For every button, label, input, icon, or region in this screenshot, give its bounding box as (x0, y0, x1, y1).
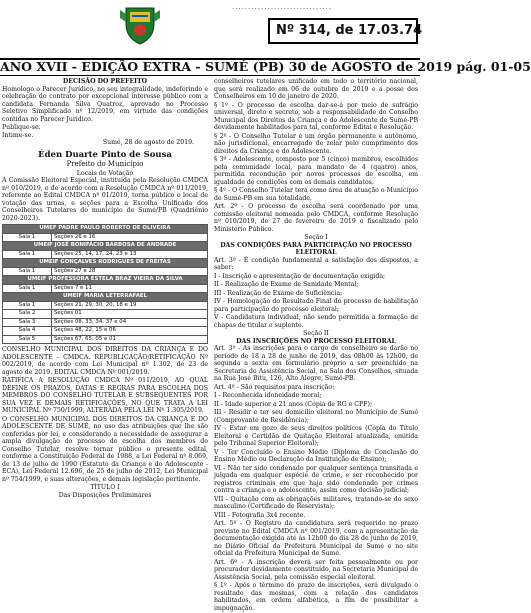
room-row (3, 233, 208, 242)
list-item: I - Inscrição e apresentação de documentação exigida; (214, 272, 386, 280)
list-item: VI - Não ter sido condenado por qualquer sentença transitada e julgada em qualquer espécie de crime, e ser reconhecido por registros criminais em que haja sido condenado por crimes contra a criança e o adolescente, assim como decisão judicial; (214, 464, 418, 494)
requirements-list (214, 273, 418, 330)
sections-label: Seções 25, 14, 17, 24, 23 e 13 (52, 250, 208, 259)
school-header-row (3, 276, 208, 285)
room-row (3, 310, 208, 319)
sections-label: Seções 01 (52, 310, 208, 319)
signer-role: Prefeito do Município (66, 159, 144, 168)
right-p1: conselheiros tutelares unificado em todo o território nacional, que será realizado em 06 de outubro de 2019 e a posse dos Conselheiros em 10 de janeiro de 2020. (214, 78, 418, 100)
right-p9: Art. 4º - São requisitos para inscrição: (214, 383, 335, 391)
edition-number-box: Nº 314, de 17.03.74 (268, 18, 418, 44)
room-row (3, 284, 208, 293)
edital-text: RATIFICA A RESOLUÇÃO CMDCA Nº 011/2019, AO QUAL DEFINE OS PRAZOS, DATAS E REGRAS PARA ESCOLHA DOS MEMBROS DO CONSELHO TUTELAR E SUBSEQUENTES POR SUA VEZ E DEMAIS RETIFICAÇÕES, NO QUE TRATA A LEI MUNICIPAL Nº 750/1999, ALTERADA PELA LEI Nº 1.305/2019. (2, 377, 208, 414)
intimate-line: Intime-se. (2, 131, 34, 139)
body-text: O CONSELHO MUNICIPAL DOS DIREITOS DA CRIANÇA E DO ADOLESCENTE DE SUMÉ, no uso das atribuições que lhe são conferidas por lei, e considerando a necessidade de assegurar a ampla divulgação do processo de escolha dos membros do Conselho Tutelar, resolve tornar público o presente edital, conforme a Constituição Federal de 1988, a Lei Federal nº 8.069, de 13 de julho de 1990 (Estatuto da Criança e do Adolescente - ECA), Lei Federal 12.696, de 25 de julho de 2012, Lei Municipal nº 754/1999, e suas alterações, e demais legislação pertinente. (2, 415, 208, 483)
room-label: Sala 5 (3, 335, 52, 344)
list-item: III - Realização de Exame de Suficiência; (214, 289, 343, 297)
room-label: Sala 1 (3, 233, 52, 242)
places-text: A Comissão Eleitoral Especial, instituída pela Resolução CMDCA nº 010/2019, e de acordo com a Resolução CMDCA nº 011/2019, referente ao Edital CMDCA nº 01/2019, torna público o local de votação das urnas, e seções para a Escolha Unificada dos Conselheiros Tutelares do município de Sumé/PB (Quadriênio 2020-2023). (2, 177, 208, 222)
right-column (214, 78, 418, 613)
signer-name: Éden Duarte Pinto de Sousa (38, 149, 172, 160)
room-label: Sala 2 (3, 310, 52, 319)
right-p12: § 1º - Após o término do prazo de inscrições, será divulgado o resultado das mesmas, com a relação dos candidatos habilitados, em ordem alfabética, a fim de possibilitar a impugnação. (214, 582, 418, 612)
list-item: IV - Homologação do Resultado Final do processo de habilitação para participação do processo eleitoral; (214, 298, 418, 313)
coat-of-arms-icon (118, 2, 162, 46)
right-p10: Art. 5º - O Registro da candidatura será requerido no prazo previsto no Edital CMDCA nº 001/2019, com a apresentação da documentação exigida até às 12h00 do dia 28 de junho de 2019, no Diário Oficial da Prefeitura Municipal de Sumé e no site oficial da Prefeitura Municipal de Sumé. (214, 520, 418, 557)
room-row (3, 267, 208, 276)
right-p5: § 4º - O Conselho Tutelar terá como área de atuação o Município de Sumé-PB em sua totalidade. (214, 187, 418, 202)
header-decorative-text: ······························· (232, 5, 332, 13)
sections-label: Seções 48, 22, 15 e 06 (52, 327, 208, 336)
decision-title: DECISÃO DO PREFEITO (62, 78, 148, 85)
list-item: II - Realização de Exame de Sanidade Mental; (214, 281, 359, 288)
school-name: UMEIF GONÇALVES RODRIGUES DE FREITAS (3, 259, 208, 268)
list-item: I - Reconhecida idoneidade moral; (214, 392, 322, 399)
sections-label: Seções 08, 33, 34, 37 e 04 (52, 318, 208, 327)
title-one: TÍTULO I (90, 484, 120, 491)
right-p11: Art. 6º - A inscrição deverá ser feita pessoalmente ou por procurador devidamente constituído, na Secretaria Municipal de Assistência Social, pela comissão especial eleitoral. (214, 558, 418, 581)
right-p6: Art. 2º - O processo de escolha será coordenado por uma comissão eleitoral nomeada pelo CMDCA, conforme Resolução nº 010/2019, de 27 de fevereiro de 2019 e fiscalizado pelo Ministério Público. (214, 203, 418, 233)
decision-text: Homologo o Parecer Jurídico, no seu integralidade, indeferindo e celebração do contrato por excepcional interesse público com a candidata Fernanda Silva Quatroz, aprovado no Processo Seletivo Simplificado nº 12/2019, em virtude das condições contidas no Parecer Jurídico. (2, 85, 208, 123)
section-one-sub: DAS CONDIÇÕES PARA PARTICIPAÇÃO NO PROCESSO ELEITORAL (220, 241, 412, 256)
school-header-row (3, 259, 208, 268)
room-row (3, 250, 208, 259)
list-item: V - Ter Concluído o Ensino Médio (Diploma de Conclusão do Ensino Médio ou Declaração da Instituição de Ensino); (214, 448, 418, 463)
sections-label: Seções 21, 29, 30, 20, 18 e 19 (52, 301, 208, 310)
school-name: UMEF PADRE PAULO ROBERTO DE OLIVEIRA (3, 225, 208, 234)
sections-label: Seções 7 e 11 (52, 284, 208, 293)
list-item: VIII - Fotografia 3x4 recente. (214, 511, 306, 519)
masthead: ANO XVII - EDIÇÃO EXTRA - SUMÉ (PB) 30 de AGOSTO de 2019 pág. 01-05 (0, 59, 531, 74)
section-two-sub: DAS INSCRIÇÕES NO PROCESSO ELEITORAL (236, 337, 396, 345)
list-item: III - Residir e ter seu domicílio eleitoral no Município de Sumé (Comprovante de Residência); (214, 409, 418, 424)
places-title: Locais de Votação (76, 169, 134, 177)
publish-line: Publique-se. (2, 124, 41, 131)
list-item: VII - Quitação com as obrigações militares, tratando-se do sexo masculino (Certificado de Reservista); (214, 495, 418, 510)
room-label: Sala 1 (3, 267, 52, 276)
inscription-requirements-list (214, 392, 418, 519)
decision-date: Sumé, 28 de agosto de 2019. (102, 139, 194, 146)
room-label: Sala 1 (3, 250, 52, 259)
room-label: Sala 1 (3, 284, 52, 293)
list-item: V - Candidatura individual, não sendo permitida a formação de chapas de titular e suplente. (214, 314, 418, 329)
list-item: IV - Estar em gozo de seus direitos políticos (Cópia do Título Eleitoral e Certidão de Quitação Eleitoral atualizada, emitida pelo Tribunal Superior Eleitoral); (214, 425, 418, 447)
school-header-row (3, 293, 208, 302)
school-name: UMEIF PROFESSORA ESTELA BRAZ VIEIRA DA SILVA (3, 276, 208, 285)
right-p3: § 2º - O Conselho Tutelar é um órgão permanente e autônomo, não jurisdicional, encarregado de zelar pelo cumprimento dos direitos da Criança e do Adolescente. (214, 132, 418, 155)
room-row (3, 318, 208, 327)
sections-label: Seções 67, 65, 05 e 01 (52, 335, 208, 344)
right-p4: § 3º - Adolescente, composto por 5 (cinco) membros, escolhidos pela comunidade local, para mandato de 4 (quatro) anos, permitida recondução por novos processos de escolha, em igualdade de condições com os demais candidatos. (214, 156, 418, 186)
sections-label: Seções 27 e 28 (52, 267, 208, 276)
sections-label: Seções 26 e 16 (52, 233, 208, 242)
room-row (3, 301, 208, 310)
school-name: UMEIF JOSÉ BONIFÁCIO BARBOSA DE ANDRADE (3, 242, 208, 251)
right-p7: Art. 3º - É condição fundamental a satisfação dos dispostos, a saber: (214, 256, 418, 271)
left-column (2, 78, 208, 499)
room-label: Sala 1 (3, 301, 52, 310)
list-item: II - Idade superior a 21 anos (Cópia de RG e CPF); (214, 400, 372, 408)
council-text: CONSELHO MUNICIPAL DOS DIREITOS DA CRIANÇA E DO ADOLESCENTE - CMDCA. REPUBLICAÇÃO/RETIFICAÇÃO Nº 002/2019, de acordo com Lei Municipal nº 1.302, de 23 de agosto de 2019. EDITAL CMDCA Nº 001/2019. (2, 346, 208, 376)
room-row (3, 335, 208, 344)
school-header-row (3, 225, 208, 234)
room-label: Sala 3 (3, 318, 52, 327)
right-p2: § 1º - O processo de escolha dar-se-á por meio de sufrágio universal, direto e secreto, sob a responsabilidade do Conselho Municipal dos Direitos da Criança e do Adolescente de Sumé-PB devidamente habilitados para tal, conforme Edital e Resolução. (214, 101, 418, 131)
room-label: Sala 4 (3, 327, 52, 336)
school-name: UMEIF MARIA LETERRAFAEL (3, 293, 208, 302)
section-two-title: Seção II (303, 330, 329, 337)
page-header (0, 0, 423, 56)
right-p8: Art. 3º - As inscrições para o cargo de conselheiro se darão no período de 18 a 28 de junho de 2019, das 08h00 às 12h00, de segunda a sexta em formulário próprio a ser preenchido na Secretaria de Assistência Social, na Sala dos Conselhos, situada na Rua José Bitu, 126, Alto Alegre, Sumé-PB. (214, 345, 418, 382)
school-header-row (3, 242, 208, 251)
voting-places-table (2, 224, 208, 344)
masthead-rule (0, 75, 420, 76)
room-row (3, 327, 208, 336)
section-one-title: Seção I (304, 234, 328, 241)
title-one-sub: Das Disposições Preliminares (58, 491, 152, 499)
